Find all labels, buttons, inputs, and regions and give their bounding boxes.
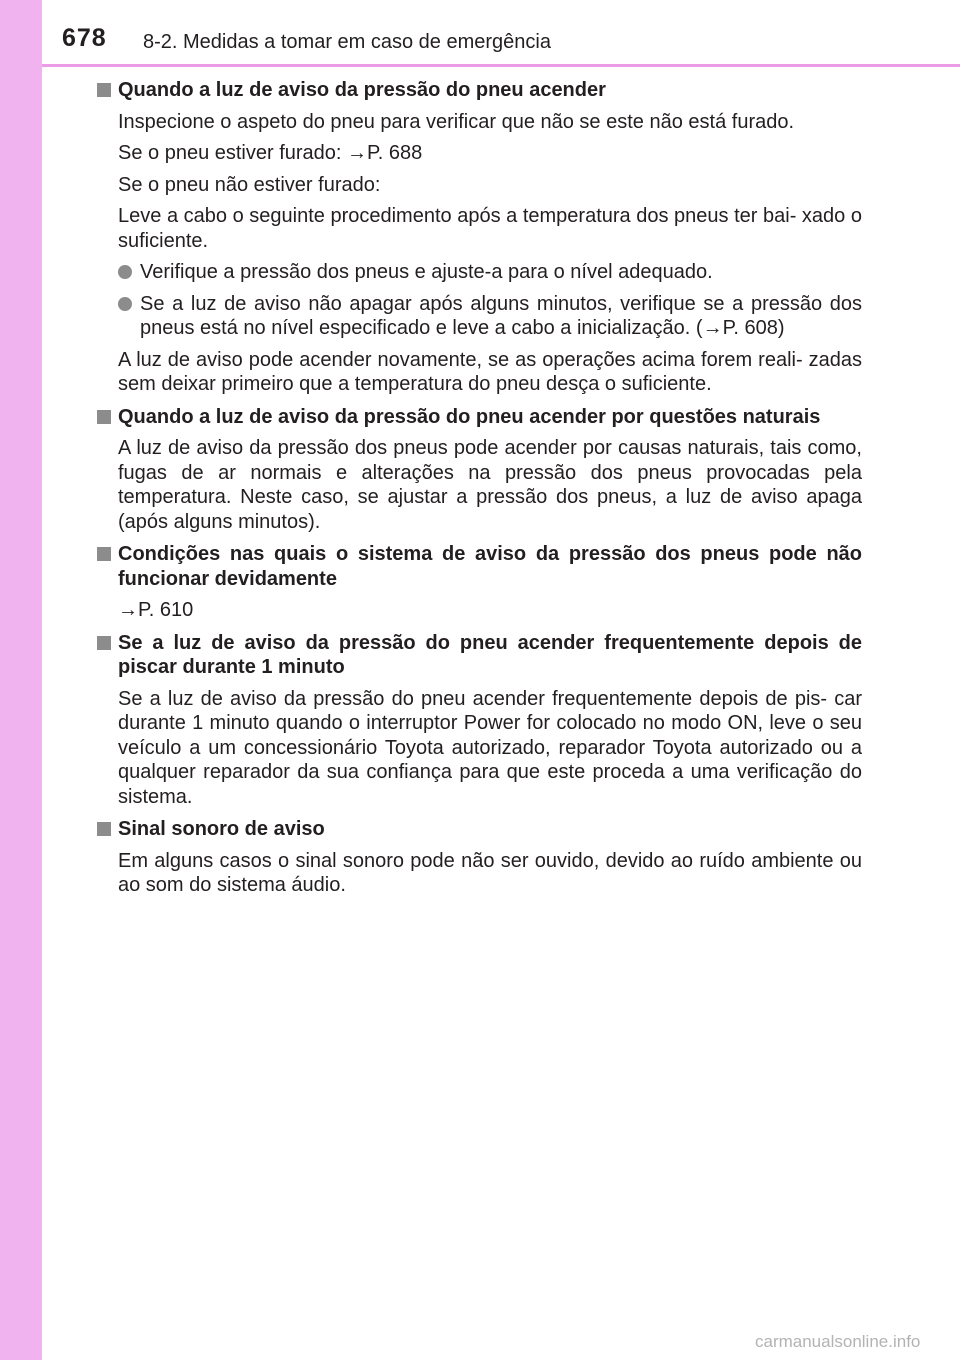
paragraph: Inspecione o aspeto do pneu para verificar que não se este não está furado. [118, 110, 795, 133]
page-content [97, 78, 862, 898]
list-item: Se a luz de aviso não apagar após alguns minutos, verifique se a pressão dos pneus está no nível especificado e leve a cabo a inicialização. (→P. 608) [118, 292, 862, 341]
watermark: carmanualsonline.info [755, 1332, 921, 1351]
square-bullet-icon [97, 822, 111, 836]
paragraph: A luz de aviso da pressão dos pneus pode acender por causas naturais, tais como, fugas de ar normais e alterações na pressão dos pneus provocadas pela temperatura. Neste caso, se ajustar a pressão dos pneus, a luz de aviso apaga (após alguns minutos). [118, 437, 862, 533]
heading-warning-light-on: Quando a luz de aviso da pressão do pneu acender [97, 78, 862, 103]
section-title: 8-2. Medidas a tomar em caso de emergência [143, 31, 551, 53]
paragraph: Leve a cabo o seguinte procedimento após a temperatura dos pneus ter bai- xado o suficiente. [118, 205, 862, 252]
paragraph: Se o pneu não estiver furado: [118, 173, 381, 196]
paragraph: Em alguns casos o sinal sonoro pode não ser ouvido, devido ao ruído ambiente ou ao som do sistema áudio. [118, 849, 862, 896]
paragraph: Se o pneu estiver furado: →P. 688 [118, 142, 423, 164]
side-color-band [0, 0, 42, 1360]
square-bullet-icon [97, 410, 111, 424]
paragraph: A luz de aviso pode acender novamente, se as operações acima forem reali- zadas sem deixar primeiro que a temperatura do pneu desça o suficiente. [118, 348, 862, 395]
square-bullet-icon [97, 547, 111, 561]
paragraph: Se a luz de aviso da pressão do pneu acender frequentemente depois de pis- car durante 1 minuto quando o interruptor Power for colocado no modo ON, leve o seu veículo a um concessionário Toyota autorizado, reparador Toyota autorizado ou a qualquer reparador da sua confiança para que este proceda a uma verificação do sistema. [118, 687, 862, 808]
heading-malfunction-conditions: Condições nas quais o sistema de aviso da pressão dos pneus pode não funcionar devidamente [97, 542, 862, 591]
round-bullet-icon [118, 265, 132, 279]
page-number: 678 [62, 24, 107, 52]
square-bullet-icon [97, 83, 111, 97]
heading-warning-buzzer: Sinal sonoro de aviso [97, 817, 862, 842]
heading-natural-causes: Quando a luz de aviso da pressão do pneu acender por questões naturais [97, 405, 862, 430]
heading-frequent-warning: Se a luz de aviso da pressão do pneu acender frequentemente depois de piscar durante 1 minuto [97, 631, 862, 680]
square-bullet-icon [97, 636, 111, 650]
page-reference: →P. 610 [118, 599, 194, 621]
header-rule [42, 64, 960, 67]
list-item: Verifique a pressão dos pneus e ajuste-a para o nível adequado. [118, 260, 862, 285]
round-bullet-icon [118, 297, 132, 311]
